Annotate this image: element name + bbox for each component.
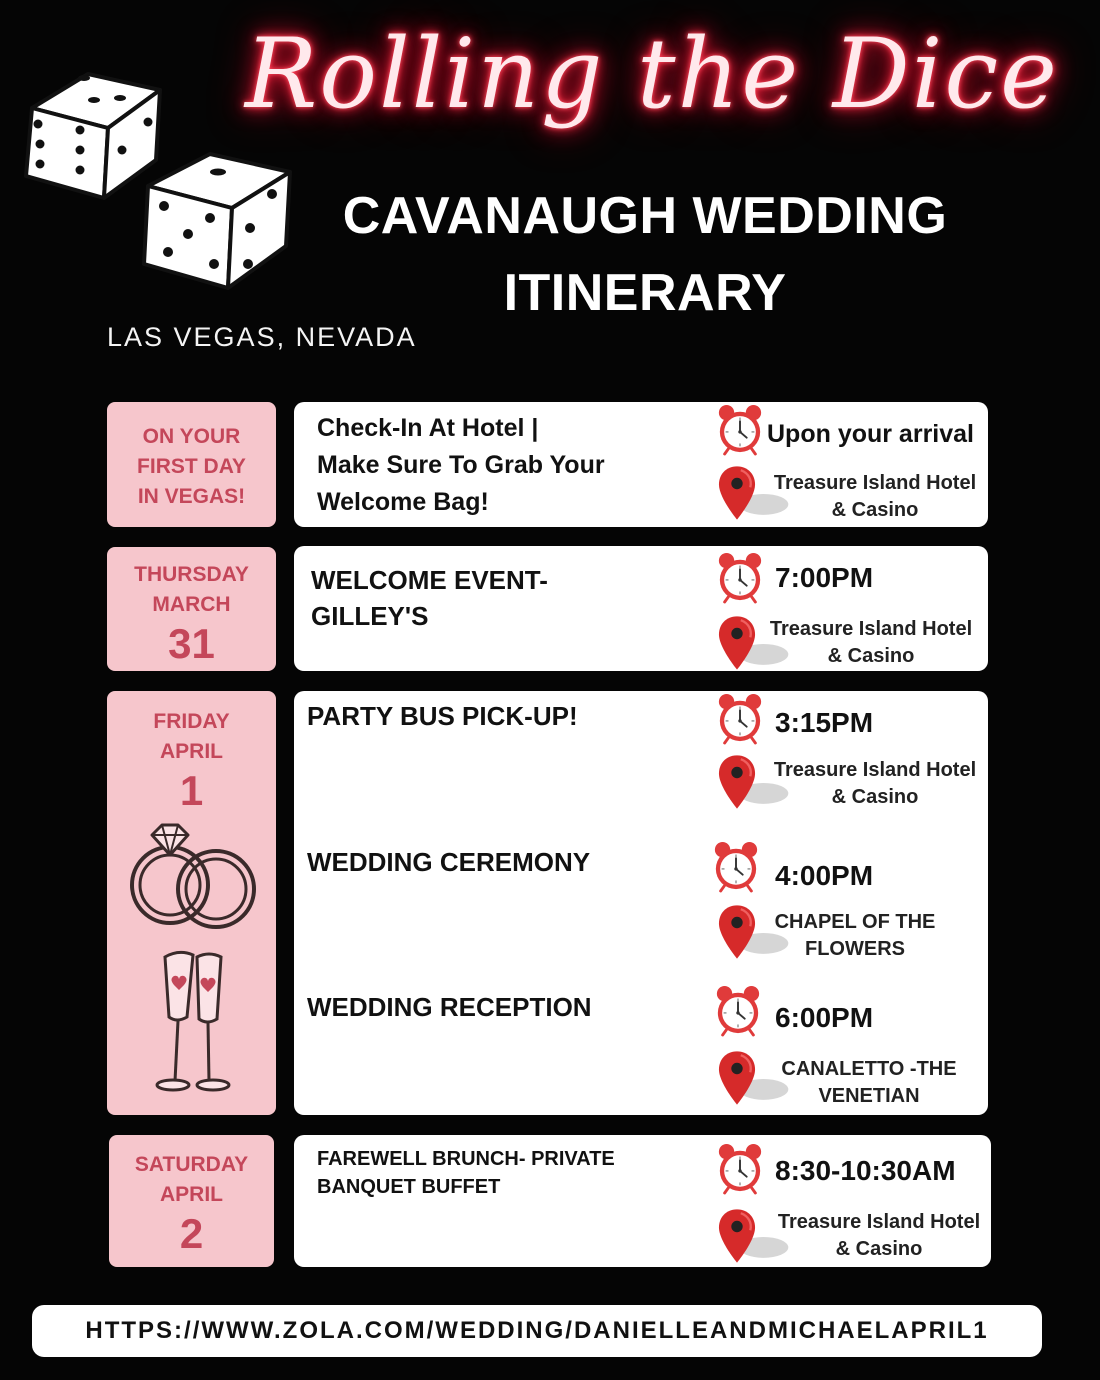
event-title: WEDDING CEREMONY: [307, 847, 591, 877]
day-month: MARCH: [152, 593, 231, 616]
event-title: [311, 562, 548, 634]
wedding-website-link[interactable]: HTTPS://WWW.ZOLA.COM/WEDDING/DANIELLEANDMICHAELAPRIL1: [32, 1305, 1042, 1357]
alarm-clock-icon: [716, 552, 764, 604]
wedding-rings-icon: [112, 819, 272, 929]
script-title: Rolling the Dice: [245, 18, 1059, 130]
place-line-2: VENETIAN: [818, 1085, 920, 1107]
day-box-friday: [107, 691, 276, 1115]
event-title-line-1: WELCOME EVENT-: [311, 565, 548, 595]
place-line-1: Treasure Island Hotel: [773, 472, 977, 494]
event-time: 3:15PM: [775, 707, 874, 738]
day-box-thursday: [107, 547, 276, 671]
event-title-line-2: BANQUET BUFFET: [317, 1176, 501, 1198]
event-place: [766, 1209, 992, 1263]
alarm-clock-icon: [716, 404, 764, 456]
day-label-line-2: FIRST DAY: [137, 455, 246, 478]
day-box-arrival: [107, 402, 276, 527]
event-time: 8:30-10:30AM: [775, 1155, 956, 1186]
event-title-line-3: Welcome Bag!: [317, 488, 489, 516]
alarm-clock-icon: [716, 1143, 764, 1195]
champagne-glasses-icon: [137, 941, 247, 1101]
place-line-1: Treasure Island Hotel: [777, 1211, 981, 1233]
event-card-saturday: [294, 1135, 991, 1267]
alarm-clock-icon: [716, 693, 764, 745]
day-label-line-3: IN VEGAS!: [137, 485, 246, 508]
place-line-1: CHAPEL OF THE: [774, 911, 936, 933]
day-date: 31: [168, 620, 215, 667]
day-weekday: FRIDAY: [153, 710, 230, 733]
event-time: 4:00PM: [775, 860, 874, 891]
alarm-clock-icon: [712, 841, 760, 893]
event-place: [762, 470, 988, 524]
event-title-line-1: Check-In At Hotel |: [317, 414, 539, 442]
location: LAS VEGAS, NEVADA: [107, 322, 417, 352]
event-title: [317, 410, 605, 521]
place-line-2: & Casino: [831, 786, 919, 808]
place-line-2: & Casino: [831, 499, 919, 521]
title-line-2: ITINERARY: [503, 264, 787, 322]
event-card-welcome: [294, 546, 988, 671]
event-place: [758, 616, 984, 670]
event-card-checkin: [294, 402, 988, 527]
day-box-saturday: [109, 1135, 274, 1267]
day-label-line-1: ON YOUR: [142, 425, 241, 448]
day-date: 1: [179, 767, 204, 814]
page-title: [300, 178, 990, 332]
alarm-clock-icon: [714, 985, 762, 1037]
place-line-2: & Casino: [827, 645, 915, 667]
place-line-1: CANALETTO -THE: [781, 1058, 957, 1080]
event-title: PARTY BUS PICK-UP!: [307, 701, 578, 731]
place-line-1: Treasure Island Hotel: [769, 618, 973, 640]
event-time: Upon your arrival: [767, 420, 974, 448]
event-title: WEDDING RECEPTION: [307, 992, 592, 1022]
title-line-1: CAVANAUGH WEDDING: [342, 187, 948, 245]
event-title: [317, 1145, 615, 1201]
dice-icon: [10, 68, 300, 298]
day-month: APRIL: [160, 1183, 223, 1206]
event-time: 6:00PM: [775, 1002, 874, 1033]
event-time: 7:00PM: [775, 562, 874, 593]
event-place: [756, 1056, 982, 1110]
event-card-friday: [294, 691, 988, 1115]
day-weekday: THURSDAY: [134, 563, 249, 586]
event-title-line-1: FAREWELL BRUNCH- PRIVATE: [317, 1148, 615, 1170]
day-weekday: SATURDAY: [134, 1153, 249, 1176]
event-place: [762, 757, 988, 811]
day-month: APRIL: [160, 740, 223, 763]
event-title-line-2: Make Sure To Grab Your: [317, 451, 605, 479]
place-line-2: & Casino: [835, 1238, 923, 1260]
place-line-2: FLOWERS: [805, 938, 905, 960]
day-date: 2: [179, 1210, 204, 1257]
place-line-1: Treasure Island Hotel: [773, 759, 977, 781]
event-title-line-2: GILLEY'S: [311, 601, 429, 631]
event-place: [742, 909, 968, 963]
